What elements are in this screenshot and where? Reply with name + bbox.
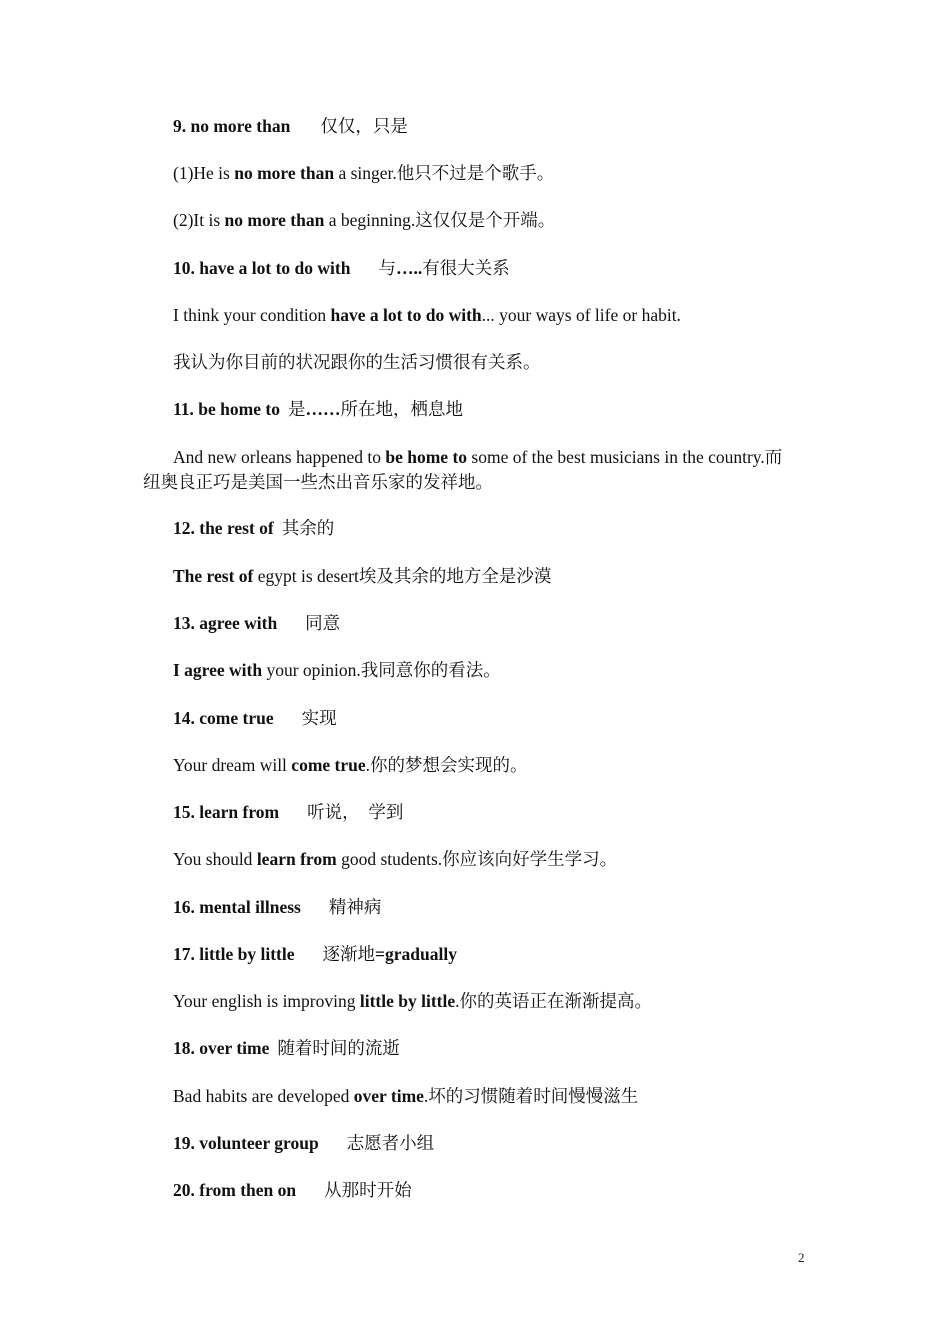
entry-12-heading-line	[173, 516, 334, 540]
entry-heading: 14. come true	[173, 708, 274, 728]
example-text: You should	[173, 849, 257, 869]
example-phrase: come true	[291, 755, 366, 775]
example-phrase: no more than	[234, 163, 335, 183]
entry-meaning: 所在地，栖息地	[340, 399, 463, 419]
entry-9-example-1	[173, 161, 554, 185]
example-text: a beginning.这仅仅是个开端。	[324, 210, 556, 230]
entry-15-example	[173, 847, 617, 871]
entry-14-heading-line	[173, 706, 337, 730]
entry-17-example	[173, 989, 652, 1013]
entry-18-heading-line	[173, 1036, 400, 1060]
entry-10-example-translation	[173, 350, 541, 374]
example-text: good students.你应该向好学生学习。	[336, 849, 618, 869]
entry-12-example	[173, 564, 551, 588]
entry-meaning: 与	[378, 258, 396, 278]
entry-meaning: 其余的	[281, 518, 335, 538]
example-text: a singer.他只不过是个歌手。	[334, 163, 555, 183]
example-text: .你的梦想会实现的。	[365, 755, 528, 775]
entry-meaning: 志愿者小组	[346, 1133, 435, 1153]
entry-meaning: 有很大关系	[422, 258, 510, 278]
entry-20-heading-line	[173, 1178, 412, 1202]
entry-heading: 19. volunteer group	[173, 1133, 319, 1153]
example-text: egypt is desert埃及其余的地方全是沙漠	[253, 566, 552, 586]
example-phrase: over time	[353, 1086, 424, 1106]
entry-13-heading-line	[173, 611, 340, 635]
entry-heading: 20. from then on	[173, 1180, 297, 1200]
entry-heading: 10. have a lot to do with	[173, 258, 351, 278]
entry-14-example	[173, 753, 528, 777]
entry-heading: 15. learn from	[173, 802, 280, 822]
example-text: .你的英语正在渐渐提高。	[455, 991, 652, 1011]
example-text: Your dream will	[173, 755, 292, 775]
entry-heading: 16. mental illness	[173, 897, 301, 917]
example-text: ... your ways of life or habit.	[481, 305, 681, 325]
example-text: some of the best musicians in the country.而纽奥良正巧是美国一些杰出音乐家的发祥地。	[143, 447, 783, 492]
example-text: .坏的习惯随着时间慢慢滋生	[423, 1086, 639, 1106]
entry-meaning: 从那时开始	[324, 1180, 412, 1200]
entry-10-heading-line	[173, 256, 510, 280]
example-text: And new orleans happened to	[173, 447, 386, 467]
page-number: 2	[798, 1250, 805, 1265]
entry-heading: 11. be home to	[173, 399, 280, 419]
entry-17-heading-line	[173, 942, 457, 966]
example-text: Your english is improving	[173, 991, 360, 1011]
example-text: I think your condition	[173, 305, 331, 325]
entry-meaning-ellipsis: ……	[305, 399, 341, 419]
example-translation: 我认为你目前的状况跟你的生活习惯很有关系。	[173, 352, 541, 372]
entry-16-heading-line	[173, 895, 381, 919]
entry-meaning-ellipsis: …..	[395, 258, 423, 278]
example-phrase: I agree with	[173, 660, 263, 680]
entry-meaning-synonym: =gradually	[375, 944, 457, 964]
example-phrase: be home to	[385, 447, 468, 467]
entry-15-heading-line	[173, 800, 403, 824]
entry-10-example	[173, 303, 681, 327]
entry-18-example	[173, 1084, 638, 1108]
entry-meaning: 逐渐地	[322, 944, 376, 964]
entry-meaning: 同意	[305, 613, 341, 633]
entry-meaning: 随着时间的流逝	[277, 1038, 400, 1058]
example-phrase: learn from	[256, 849, 337, 869]
entry-heading: 9. no more than	[173, 116, 291, 136]
example-text: your opinion.我同意你的看法。	[262, 660, 501, 680]
entry-9-heading-line	[173, 114, 408, 138]
entry-heading: 13. agree with	[173, 613, 278, 633]
example-text: (2)It is	[173, 210, 225, 230]
example-phrase: have a lot to do with	[330, 305, 482, 325]
entry-11-heading-line	[173, 397, 463, 421]
entry-13-example	[173, 658, 501, 682]
example-phrase: little by little	[359, 991, 456, 1011]
entry-meaning: 听说， 学到	[307, 802, 404, 822]
entry-19-heading-line	[173, 1131, 434, 1155]
example-phrase: The rest of	[173, 566, 254, 586]
entry-meaning: 精神病	[328, 897, 382, 917]
entry-heading: 17. little by little	[173, 944, 295, 964]
example-text: Bad habits are developed	[173, 1086, 354, 1106]
entry-11-example	[143, 445, 783, 495]
example-phrase: no more than	[224, 210, 325, 230]
entry-meaning: 仅仅，只是	[320, 116, 408, 136]
example-text: (1)He is	[173, 163, 235, 183]
entry-meaning: 是	[287, 399, 306, 419]
entry-meaning: 实现	[301, 708, 337, 728]
entry-heading: 12. the rest of	[173, 518, 274, 538]
entry-heading: 18. over time	[173, 1038, 270, 1058]
entry-9-example-2	[173, 208, 555, 232]
